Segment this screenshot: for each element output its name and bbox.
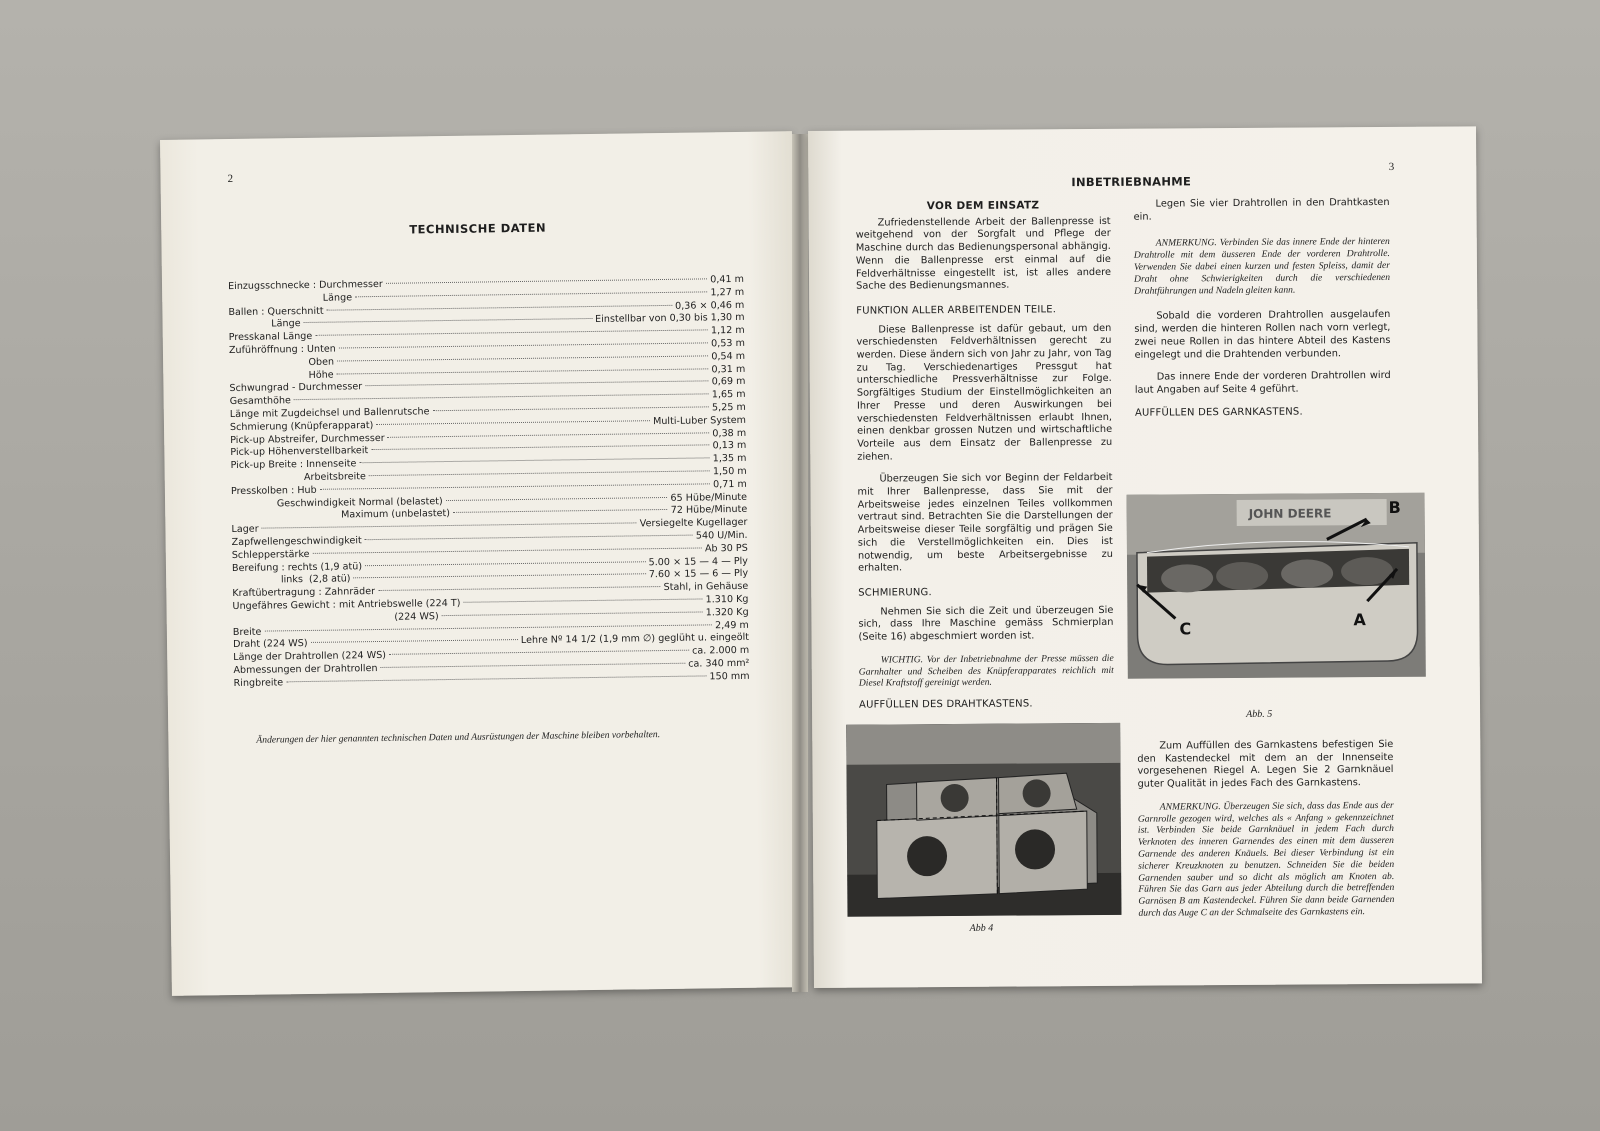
dot-leader xyxy=(327,304,672,310)
spec-value: Versiegelte Kugellager xyxy=(639,516,748,530)
dot-leader xyxy=(262,523,637,529)
dot-leader xyxy=(378,586,661,591)
spec-label: Lager xyxy=(231,523,259,536)
spec-label: Gesamthöhe xyxy=(229,395,291,408)
dot-leader xyxy=(339,342,708,348)
spec-list xyxy=(228,274,750,691)
dot-leader xyxy=(320,483,710,489)
dot-leader xyxy=(304,318,593,323)
dot-leader xyxy=(371,445,709,451)
spec-value: 0,54 m xyxy=(711,350,746,363)
note-wichtig: WICHTIG. Vor der Inbetriebnahme der Presse müssen die Garnhalter und Scheiben des Knüpferapparates reichlich mit Diesel Kraftstoff gereinigt werden. xyxy=(858,652,1114,690)
spec-value: 0,31 m xyxy=(711,363,746,375)
spec-label: Zapfwellengeschwindigkeit xyxy=(231,535,362,548)
spec-value: Lehre Nº 14 1/2 (1,9 mm ∅) geglüht u. eingeölt xyxy=(520,632,750,647)
spec-label: Länge der Drahtrollen (224 WS) xyxy=(233,650,387,664)
twine-box-illustration xyxy=(1127,493,1426,679)
figure-5-caption: Abb. 5 xyxy=(1246,708,1273,720)
column-right-lower xyxy=(1137,739,1394,930)
figure-4-caption: Abb 4 xyxy=(969,922,994,934)
spec-label: Länge xyxy=(228,292,353,305)
subheading-garnkasten: AUFFÜLLEN DES GARNKASTENS. xyxy=(1134,406,1303,419)
spec-value: 1,12 m xyxy=(710,325,745,337)
spec-label: Höhe xyxy=(229,369,334,382)
spec-label: Zuführöffnung : Unten xyxy=(228,343,336,357)
spec-value: 5.00 × 15 — 4 — Ply xyxy=(648,555,749,568)
dot-leader xyxy=(355,291,707,297)
spec-label: Schwungrad - Durchmesser xyxy=(229,381,363,395)
paragraph: Überzeugen Sie sich vor Beginn der Feldarbeit mit Ihrer Ballenpresse, dass Sie mit der Arbeitsweise jedes einzelnen Teiles vollkommen vertraut sind. Betrachten Sie die Darstellungen der Arbeitsweise dieser Teile sorgfältig und prägen Sie sich die Verstellmöglichkeiten ein. Dies ist notwendig, um beste Arbeitsergebnisse zu erhalten. xyxy=(857,472,1113,574)
spec-label: Presskanal Länge xyxy=(228,331,313,344)
callout-b: B xyxy=(1388,497,1401,517)
spec-label: Pick-up Höhenverstellbarkeit xyxy=(230,445,369,459)
spec-value: 2,49 m xyxy=(714,619,749,631)
dot-leader xyxy=(442,611,703,616)
subheading-funktion: FUNKTION ALLER ARBEITENDEN TEILE. xyxy=(856,304,1057,317)
dot-leader xyxy=(365,535,693,541)
dot-leader xyxy=(432,406,709,411)
dot-leader xyxy=(389,650,689,655)
spec-label: Draht (224 WS) xyxy=(232,638,308,651)
spec-label: Bereifung : rechts (1,9 atü) xyxy=(231,560,363,574)
subheading-schmierung: SCHMIERUNG. xyxy=(858,587,932,599)
figure-5-photo xyxy=(1127,493,1426,679)
page-number-right: 3 xyxy=(1388,160,1395,173)
spec-label: Breite xyxy=(232,626,262,638)
spec-value: Ab 30 PS xyxy=(704,542,748,555)
dot-leader xyxy=(313,547,702,553)
spec-label: Geschwindigkeit Normal (belastet) xyxy=(231,495,443,510)
spec-value: 150 mm xyxy=(709,670,750,683)
dot-leader xyxy=(446,496,668,500)
paragraph: Zufriedenstellende Arbeit der Ballenpresse ist weitgehend von der Sorgfalt und Pflege der Maschine durch das Bedienungspersonal abhängig. Wenn die Ballenpresse erst einmal auf die Feldverhältnisse eingestellt ist, ist alles andere Sache des Bedienungsmannes. xyxy=(855,215,1112,292)
spec-label: Pick-up Abstreifer, Durchmesser xyxy=(230,432,385,446)
spec-label: Ungefähres Gewicht : mit Antriebswelle (224 T) xyxy=(232,597,461,612)
spec-label: Einzugsschnecke : Durchmesser xyxy=(227,278,383,293)
spec-value: 65 Hübe/Minute xyxy=(670,491,748,504)
dot-leader xyxy=(337,355,708,361)
spec-value: 0,41 m xyxy=(710,273,745,286)
dot-leader xyxy=(294,394,709,401)
spec-value: ca. 2.000 m xyxy=(691,644,750,657)
note-anmerkung: ANMERKUNG. Verbinden Sie das innere Ende der hinteren Drahtrolle mit dem äusseren Ende der vorderen Drahtrolle. Verwenden Sie dabei einen kurzen und festen Spleiss, damit der Draht ohne Schwierigkeiten durch die verschiedenen Drahtführungen und Nadeln gleiten kann. xyxy=(1133,236,1391,297)
spec-label: Pick-up Breite : Innenseite xyxy=(230,458,357,472)
page-number-left: 2 xyxy=(227,172,234,186)
spec-value: 1,35 m xyxy=(712,452,747,465)
paragraph: Nehmen Sie sich die Zeit und überzeugen Sie sich, dass Ihre Maschine gemäss Schmierplan (Seite 16) abgeschmiert worden ist. xyxy=(858,604,1114,643)
subheading-drahtkasten: AUFFÜLLEN DES DRAHTKASTENS. xyxy=(858,698,1033,711)
spec-value: 0,13 m xyxy=(712,440,747,452)
spec-value: 540 U/Min. xyxy=(695,529,748,542)
spec-value: 0,38 m xyxy=(712,427,747,439)
spec-value: 1.310 Kg xyxy=(705,593,749,606)
dot-leader xyxy=(286,675,706,682)
spec-value: 0,69 m xyxy=(711,376,746,388)
spec-value: Multi-Luber System xyxy=(652,414,747,427)
spec-label: Maximum (unbelastet) xyxy=(231,508,451,523)
dot-leader xyxy=(369,470,710,476)
spec-value: 1,27 m xyxy=(710,286,745,299)
column-left xyxy=(855,199,1114,719)
spec-label: Länge xyxy=(228,318,301,331)
dot-leader xyxy=(386,278,707,283)
dot-leader xyxy=(365,381,709,387)
spec-label: Oben xyxy=(229,356,335,369)
book-gutter xyxy=(792,134,808,992)
spec-value: ca. 340 mm² xyxy=(688,657,750,670)
callout-a: A xyxy=(1353,610,1366,630)
subheading-vor-dem-einsatz: VOR DEM EINSATZ xyxy=(926,199,1040,213)
spec-label: Arbeitsbreite xyxy=(230,471,366,484)
spec-value: 1,50 m xyxy=(712,465,747,478)
spec-value: Einstellbar von 0,30 bis 1,30 m xyxy=(595,312,745,326)
spec-value: 0,53 m xyxy=(711,337,745,350)
dot-leader xyxy=(376,420,650,425)
note-anmerkung-garn: ANMERKUNG. Überzeugen Sie sich, dass das Ende aus der Garnrolle gezogen wird, welches als « Anfang » gekennzeichnet ist. Verbinden Sie beide Garnknäuel in jedem Fach durch Verknoten des inneren Garnendes des einen mit dem äusseren Garnende des anderen Knäuels. Bei dieser Verbindung ist ein sicherer Kreuzknoten zu benutzen. Schneiden Sie die beiden Garnenden sauber und so dicht als möglich am Knoten ab. Führen Sie das Garn aus jeder Abteilung durch die betreffenden Garnösen B am Kastendeckel. Führen Sie dann beide Garnenden durch das Auge C an der Schmalseite des Garnkastens ein. xyxy=(1137,799,1395,919)
dot-leader xyxy=(388,432,710,437)
column-right xyxy=(1133,197,1391,426)
paragraph: Das innere Ende der vorderen Drahtrollen wird laut Angaben auf Seite 4 geführt. xyxy=(1134,370,1391,396)
spec-label: Ringbreite xyxy=(233,677,284,689)
dot-leader xyxy=(381,663,686,668)
spec-title: TECHNISCHE DATEN xyxy=(409,220,547,237)
dot-leader xyxy=(463,598,702,602)
dot-leader xyxy=(311,639,518,643)
right-page xyxy=(808,126,1482,988)
paragraph: Diese Ballenpresse ist dafür gebaut, um den verschiedensten Feldverhältnissen gerecht zu werden. Diese ändern sich von Jahr zu Jahr, von Tag zu Tag. Verschiedenartiges Pressgut hat unterschiedliche Pressverhältnisse zur Folge. Sorgfältiges Studium der Einstellmöglichkeiten an Ihrer Presse und deren Auswirkungen bei verschiedensten Feldverhältnissen erlaubt Ihnen, einen denkbar grossen Nutzen und wirtschaftliche Vorteile aus dem Einsatz der Ballenpresse zu ziehen. xyxy=(856,322,1113,463)
brand-lettering: JOHN DEERE xyxy=(1248,506,1332,521)
spec-value: 1.320 Kg xyxy=(705,606,749,619)
dot-leader xyxy=(337,368,709,374)
spec-value: Stahl, in Gehäuse xyxy=(663,580,749,594)
section-heading: INBETRIEBNAHME xyxy=(1071,174,1192,190)
left-page xyxy=(160,131,804,996)
spec-label: Ballen : Querschnitt xyxy=(228,305,324,318)
dot-leader xyxy=(315,330,708,336)
spec-label: Kraftübertragung : Zahnräder xyxy=(232,586,376,600)
dot-leader xyxy=(453,509,668,513)
spec-value: 0,36 × 0,46 m xyxy=(675,299,745,312)
callout-c: C xyxy=(1179,619,1192,639)
spec-value: 7.60 × 15 — 6 — Ply xyxy=(648,568,749,581)
spec-label: Presskolben : Hub xyxy=(230,484,317,497)
paragraph: Legen Sie vier Drahtrollen in den Drahtkasten ein. xyxy=(1133,196,1390,223)
spec-label: links (2,8 atü) xyxy=(232,573,351,587)
spec-value: 5,25 m xyxy=(711,401,746,414)
dot-leader xyxy=(354,574,646,579)
spec-note: Änderungen der hier genannten technischen Daten und Ausrüstungen der Maschine bleiben vorbehalten. xyxy=(256,729,661,746)
dot-leader xyxy=(359,458,709,464)
spec-value: 0,71 m xyxy=(713,478,747,491)
dot-leader xyxy=(365,561,646,566)
spec-value: 1,65 m xyxy=(711,389,746,401)
spec-label: Schlepperstärke xyxy=(231,548,310,561)
paragraph: Sobald die vorderen Drahtrollen ausgelaufen sind, werden die hinteren Rollen nach vorn verlegt, zwei neue Rollen in das hintere Abteil des Kastens eingelegt und die Drahtenden verbunden. xyxy=(1134,309,1391,361)
spec-label: (224 WS) xyxy=(232,610,439,625)
spec-value: 72 Hübe/Minute xyxy=(670,504,748,517)
paragraph: Zum Auffüllen des Garnkastens befestigen Sie den Kastendeckel mit dem an der Innenseite vorgesehenen Riegel A. Legen Sie 2 Garnknäuel guter Qualität in jedes Fach des Garnkastens. xyxy=(1137,738,1394,790)
spec-label: Schmierung (Knüpferapparat) xyxy=(229,419,374,433)
spec-label: Abmessungen der Drahtrollen xyxy=(233,662,378,676)
wire-box-illustration xyxy=(846,723,1121,917)
figure-4-photo xyxy=(846,723,1121,917)
spec-label: Länge mit Zugdeichsel und Ballenrutsche xyxy=(229,406,430,421)
